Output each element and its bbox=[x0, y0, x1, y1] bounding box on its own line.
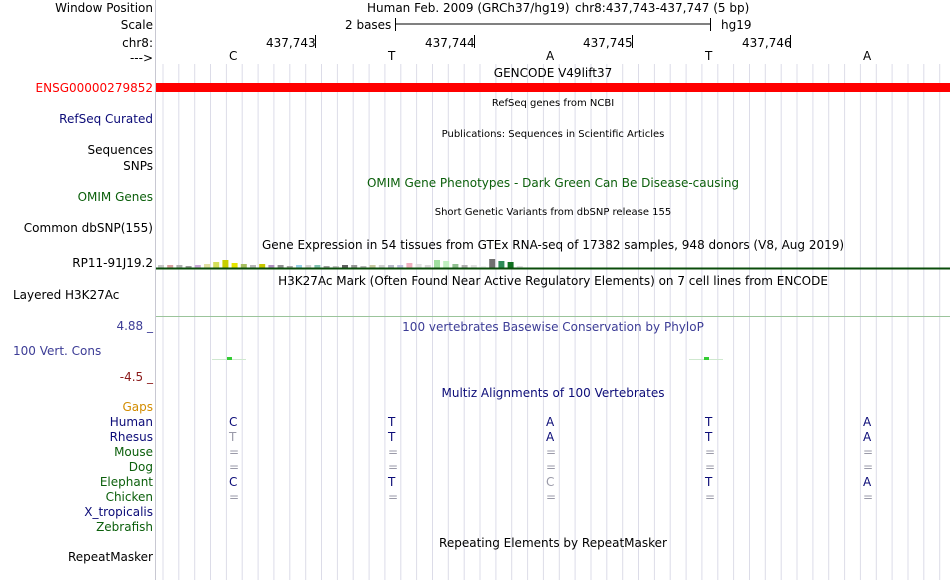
gaps-label[interactable]: Gaps bbox=[122, 400, 153, 414]
base-5: A bbox=[863, 49, 872, 63]
scale-label: Scale bbox=[120, 18, 153, 32]
gtex-tissue-bar bbox=[204, 264, 210, 268]
ruler-tick-3: 437,745 bbox=[583, 36, 633, 50]
sequences-label[interactable]: Sequences bbox=[87, 143, 153, 157]
aligned-base: A bbox=[546, 430, 555, 444]
gtex-tissue-bar bbox=[222, 260, 228, 268]
ruler-tick-1: 437,743 bbox=[266, 36, 316, 50]
gtex-tissue-bar bbox=[416, 264, 422, 268]
gtex-tissue-bar bbox=[241, 264, 247, 268]
aligned-base: A bbox=[863, 430, 872, 444]
gencode-gene-label[interactable]: ENSG00000279852 bbox=[35, 81, 153, 95]
aligned-base: = bbox=[546, 445, 557, 459]
aligned-base: = bbox=[388, 460, 399, 474]
aligned-base: = bbox=[229, 490, 240, 504]
phylop-track-title[interactable]: 100 vertebrates Basewise Conservation by PhyloP bbox=[402, 320, 704, 334]
ruler-tick-4: 437,746 bbox=[742, 36, 792, 50]
aligned-base: A bbox=[863, 415, 872, 429]
snps-label[interactable]: SNPs bbox=[123, 159, 153, 173]
aligned-base: = bbox=[229, 445, 240, 459]
gtex-tissue-bar bbox=[489, 259, 495, 268]
gtex-tissue-bar bbox=[443, 261, 449, 268]
cons-label[interactable]: 100 Vert. Cons bbox=[13, 344, 102, 358]
aligned-base: C bbox=[229, 415, 238, 429]
aligned-base: = bbox=[705, 490, 716, 504]
aligned-base: = bbox=[388, 445, 399, 459]
aligned-base: = bbox=[229, 460, 240, 474]
species-label[interactable]: Zebrafish bbox=[96, 520, 153, 534]
species-label[interactable]: Chicken bbox=[105, 490, 153, 504]
gtex-track-title[interactable]: Gene Expression in 54 tissues from GTEx RNA-seq of 17382 samples, 948 donors (V8, Aug 2019) bbox=[261, 238, 845, 252]
aligned-base: T bbox=[388, 430, 396, 444]
dbsnp-label[interactable]: Common dbSNP(155) bbox=[23, 221, 153, 235]
position-range[interactable]: chr8:437,743-437,747 (5 bp) bbox=[575, 1, 750, 15]
gtex-tissue-bar bbox=[232, 263, 238, 268]
base-3: A bbox=[546, 49, 555, 63]
gtex-tissue-bar bbox=[406, 263, 412, 268]
gtex-tissue-bar bbox=[508, 262, 514, 268]
gtex-tissue-bar bbox=[213, 262, 219, 268]
aligned-base: = bbox=[705, 445, 716, 459]
aligned-base: = bbox=[863, 445, 874, 459]
aligned-base: T bbox=[705, 415, 713, 429]
db-name: hg19 bbox=[721, 18, 752, 32]
publications-track-title[interactable]: Publications: Sequences in Scientific Articles bbox=[441, 129, 665, 140]
aligned-base: = bbox=[705, 460, 716, 474]
phylop-mark bbox=[704, 357, 709, 360]
dbsnp-track-title[interactable]: Short Genetic Variants from dbSNP release 155 bbox=[434, 207, 672, 218]
gtex-tissue-bar bbox=[434, 260, 440, 268]
species-label[interactable]: Elephant bbox=[99, 475, 153, 489]
aligned-base: T bbox=[705, 430, 713, 444]
gencode-track-title[interactable]: GENCODE V49lift37 bbox=[493, 66, 613, 80]
aligned-base: A bbox=[546, 415, 555, 429]
aligned-base: T bbox=[229, 430, 237, 444]
repeatmasker-track-title[interactable]: Repeating Elements by RepeatMasker bbox=[439, 536, 667, 550]
h3k27ac-track-title[interactable]: H3K27Ac Mark (Often Found Near Active Regulatory Elements) on 7 cell lines from ENCODE bbox=[278, 274, 828, 288]
gencode-gene-bar bbox=[156, 83, 950, 92]
multiz-track-title[interactable]: Multiz Alignments of 100 Vertebrates bbox=[441, 386, 665, 400]
refseq-track-title[interactable]: RefSeq genes from NCBI bbox=[491, 98, 615, 109]
phylop-mark bbox=[227, 357, 232, 360]
omim-label[interactable]: OMIM Genes bbox=[77, 190, 153, 204]
aligned-base: = bbox=[388, 490, 399, 504]
chrom-label: chr8: bbox=[122, 36, 153, 50]
species-label[interactable]: Dog bbox=[128, 460, 153, 474]
aligned-base: C bbox=[546, 475, 555, 489]
species-label[interactable]: Human bbox=[109, 415, 153, 429]
aligned-base: A bbox=[863, 475, 872, 489]
assembly-title: Human Feb. 2009 (GRCh37/hg19) bbox=[367, 1, 570, 15]
window-position-label: Window Position bbox=[55, 1, 153, 15]
base-2: T bbox=[388, 49, 396, 63]
strand-label: ---> bbox=[129, 51, 153, 65]
species-label[interactable]: X_tropicalis bbox=[84, 505, 153, 519]
omim-track-title[interactable]: OMIM Gene Phenotypes - Dark Green Can Be Disease-causing bbox=[366, 176, 740, 190]
refseq-label[interactable]: RefSeq Curated bbox=[59, 112, 153, 126]
gtex-gene-label[interactable]: RP11-91J19.2 bbox=[72, 256, 153, 270]
aligned-base: T bbox=[388, 415, 396, 429]
ruler-tick-2: 437,744 bbox=[425, 36, 475, 50]
cons-min-label: -4.5 _ bbox=[119, 370, 153, 384]
aligned-base: C bbox=[229, 475, 238, 489]
h3k27ac-label[interactable]: Layered H3K27Ac bbox=[13, 288, 120, 302]
gtex-tissue-bar bbox=[498, 261, 504, 268]
gtex-tissue-bar bbox=[452, 264, 458, 268]
aligned-base: = bbox=[863, 490, 874, 504]
aligned-base: T bbox=[705, 475, 713, 489]
aligned-base: = bbox=[546, 460, 557, 474]
cons-max-label: 4.88 _ bbox=[116, 319, 153, 333]
scale-bases: 2 bases bbox=[345, 18, 392, 32]
aligned-base: = bbox=[863, 460, 874, 474]
gtex-tissue-bar bbox=[259, 264, 265, 268]
base-4: T bbox=[705, 49, 713, 63]
species-label[interactable]: Mouse bbox=[114, 445, 153, 459]
repeatmasker-label[interactable]: RepeatMasker bbox=[67, 550, 153, 564]
aligned-base: = bbox=[546, 490, 557, 504]
aligned-base: T bbox=[388, 475, 396, 489]
base-1: C bbox=[229, 49, 238, 63]
species-label[interactable]: Rhesus bbox=[109, 430, 153, 444]
